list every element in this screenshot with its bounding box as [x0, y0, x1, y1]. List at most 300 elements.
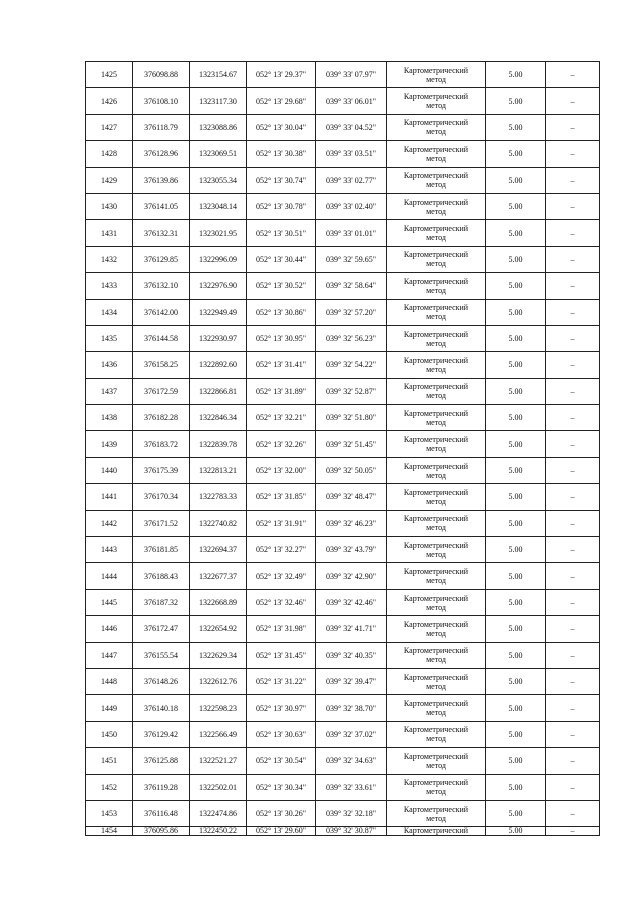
table-row [86, 141, 600, 167]
method-line-2: метод [426, 708, 446, 718]
x-coordinate-cell: 376181.85 [133, 537, 190, 563]
accuracy-cell: 5.00 [486, 378, 546, 404]
method-cell [387, 457, 486, 483]
accuracy-cell: 5.00 [486, 800, 546, 826]
y-coordinate-cell: 1322694.37 [190, 537, 247, 563]
method-cell [387, 721, 486, 747]
note-cell: – [546, 325, 600, 351]
method-line-1: Картометрический [403, 699, 469, 709]
note-cell: – [546, 273, 600, 299]
table-body [86, 62, 600, 836]
method-line-2: метод [426, 655, 446, 665]
x-coordinate-cell: 376148.26 [133, 668, 190, 694]
table-row [86, 510, 600, 536]
method-line-1: Картометрический [403, 118, 469, 128]
accuracy-cell: 5.00 [486, 668, 546, 694]
accuracy-cell: 5.00 [486, 563, 546, 589]
accuracy-cell: 5.00 [486, 510, 546, 536]
accuracy-cell: 5.00 [486, 431, 546, 457]
x-coordinate-cell: 376128.96 [133, 141, 190, 167]
table-row [86, 378, 600, 404]
x-coordinate-cell: 376140.18 [133, 695, 190, 721]
point-number-cell: 1454 [86, 827, 133, 836]
longitude-cell: 039° 32' 58.64" [316, 273, 387, 299]
longitude-cell: 039° 32' 56.23" [316, 325, 387, 351]
method-line-2: метод [426, 470, 446, 480]
point-number-cell: 1445 [86, 589, 133, 615]
table-row [86, 827, 600, 836]
table-row [86, 642, 600, 668]
note-cell: – [546, 167, 600, 193]
point-number-cell: 1452 [86, 774, 133, 800]
x-coordinate-cell: 376108.10 [133, 88, 190, 114]
note-cell: – [546, 484, 600, 510]
note-cell: – [546, 220, 600, 246]
accuracy-cell: 5.00 [486, 589, 546, 615]
point-number-cell: 1427 [86, 114, 133, 140]
method-cell [387, 695, 486, 721]
accuracy-cell: 5.00 [486, 167, 546, 193]
x-coordinate-cell: 376116.48 [133, 800, 190, 826]
note-cell: – [546, 62, 600, 88]
latitude-cell: 052° 13' 31.85" [247, 484, 316, 510]
latitude-cell: 052° 13' 30.78" [247, 193, 316, 219]
latitude-cell: 052° 13' 31.89" [247, 378, 316, 404]
x-coordinate-cell: 376188.43 [133, 563, 190, 589]
method-line-1: Картометрический [403, 461, 469, 471]
longitude-cell: 039° 33' 02.77" [316, 167, 387, 193]
longitude-cell: 039° 33' 07.97" [316, 62, 387, 88]
method-cell [387, 193, 486, 219]
y-coordinate-cell: 1322629.34 [190, 642, 247, 668]
table-row [86, 431, 600, 457]
longitude-cell: 039° 33' 06.01" [316, 88, 387, 114]
longitude-cell: 039° 32' 51.45" [316, 431, 387, 457]
longitude-cell: 039° 32' 32.18" [316, 800, 387, 826]
longitude-cell: 039° 32' 37.02" [316, 721, 387, 747]
method-line-2: метод [426, 602, 446, 612]
y-coordinate-cell: 1322813.21 [190, 457, 247, 483]
latitude-cell: 052° 13' 31.45" [247, 642, 316, 668]
longitude-cell: 039° 33' 03.51" [316, 141, 387, 167]
method-line-1: Картометрический [403, 250, 469, 260]
note-cell: – [546, 246, 600, 272]
method-line-2: метод [426, 760, 446, 770]
table-row [86, 273, 600, 299]
latitude-cell: 052° 13' 29.60" [247, 827, 316, 836]
y-coordinate-cell: 1323117.30 [190, 88, 247, 114]
y-coordinate-cell: 1323069.51 [190, 141, 247, 167]
method-line-2: метод [426, 496, 446, 506]
point-number-cell: 1436 [86, 352, 133, 378]
note-cell: – [546, 668, 600, 694]
point-number-cell: 1426 [86, 88, 133, 114]
note-cell: – [546, 827, 600, 836]
latitude-cell: 052° 13' 30.95" [247, 325, 316, 351]
y-coordinate-cell: 1323055.34 [190, 167, 247, 193]
method-line-2: метод [426, 364, 446, 374]
method-cell [387, 563, 486, 589]
method-cell [387, 616, 486, 642]
method-line-2: метод [426, 576, 446, 586]
method-cell [387, 325, 486, 351]
longitude-cell: 039° 32' 41.71" [316, 616, 387, 642]
note-cell: – [546, 800, 600, 826]
method-line-2: метод [426, 813, 446, 823]
method-cell [387, 62, 486, 88]
x-coordinate-cell: 376172.59 [133, 378, 190, 404]
longitude-cell: 039° 32' 51.80" [316, 405, 387, 431]
point-number-cell: 1431 [86, 220, 133, 246]
table-row [86, 246, 600, 272]
method-line-1: Картометрический [403, 826, 469, 836]
method-cell [387, 114, 486, 140]
method-cell [387, 246, 486, 272]
accuracy-cell: 5.00 [486, 114, 546, 140]
accuracy-cell: 5.00 [486, 193, 546, 219]
y-coordinate-cell: 1322866.81 [190, 378, 247, 404]
y-coordinate-cell: 1323021.95 [190, 220, 247, 246]
method-line-1: Картометрический [403, 751, 469, 761]
longitude-cell: 039° 32' 43.79" [316, 537, 387, 563]
accuracy-cell: 5.00 [486, 246, 546, 272]
accuracy-cell: 5.00 [486, 537, 546, 563]
method-line-2: метод [426, 74, 446, 84]
table-row [86, 537, 600, 563]
y-coordinate-cell: 1323154.67 [190, 62, 247, 88]
point-number-cell: 1447 [86, 642, 133, 668]
note-cell: – [546, 616, 600, 642]
method-cell [387, 668, 486, 694]
method-cell [387, 167, 486, 193]
table-row [86, 114, 600, 140]
latitude-cell: 052° 13' 32.46" [247, 589, 316, 615]
accuracy-cell: 5.00 [486, 273, 546, 299]
x-coordinate-cell: 376155.54 [133, 642, 190, 668]
table-row [86, 668, 600, 694]
latitude-cell: 052° 13' 32.26" [247, 431, 316, 457]
y-coordinate-cell: 1322976.90 [190, 273, 247, 299]
y-coordinate-cell: 1322740.82 [190, 510, 247, 536]
longitude-cell: 039° 32' 48.47" [316, 484, 387, 510]
accuracy-cell: 5.00 [486, 62, 546, 88]
method-line-2: метод [426, 681, 446, 691]
method-cell [387, 352, 486, 378]
point-number-cell: 1433 [86, 273, 133, 299]
table-row [86, 299, 600, 325]
latitude-cell: 052° 13' 30.74" [247, 167, 316, 193]
method-line-2: метод [426, 787, 446, 797]
method-line-2: метод [426, 153, 446, 163]
accuracy-cell: 5.00 [486, 721, 546, 747]
table-row [86, 721, 600, 747]
method-cell [387, 220, 486, 246]
note-cell: – [546, 721, 600, 747]
method-line-1: Картометрический [403, 540, 469, 550]
note-cell: – [546, 405, 600, 431]
method-line-2: метод [426, 523, 446, 533]
method-cell [387, 88, 486, 114]
x-coordinate-cell: 376175.39 [133, 457, 190, 483]
y-coordinate-cell: 1322839.78 [190, 431, 247, 457]
point-number-cell: 1453 [86, 800, 133, 826]
note-cell: – [546, 114, 600, 140]
x-coordinate-cell: 376170.34 [133, 484, 190, 510]
method-line-1: Картометрический [403, 672, 469, 682]
method-cell [387, 299, 486, 325]
latitude-cell: 052° 13' 29.68" [247, 88, 316, 114]
method-line-2: метод [426, 338, 446, 348]
x-coordinate-cell: 376129.85 [133, 246, 190, 272]
method-line-1: Картометрический [403, 382, 469, 392]
y-coordinate-cell: 1322502.01 [190, 774, 247, 800]
method-line-2: метод [426, 127, 446, 137]
note-cell: – [546, 299, 600, 325]
method-line-1: Картометрический [403, 514, 469, 524]
y-coordinate-cell: 1323048.14 [190, 193, 247, 219]
latitude-cell: 052° 13' 32.27" [247, 537, 316, 563]
x-coordinate-cell: 376098.88 [133, 62, 190, 88]
method-cell [387, 141, 486, 167]
method-cell [387, 589, 486, 615]
longitude-cell: 039° 32' 42.46" [316, 589, 387, 615]
point-number-cell: 1440 [86, 457, 133, 483]
accuracy-cell: 5.00 [486, 352, 546, 378]
accuracy-cell: 5.00 [486, 405, 546, 431]
longitude-cell: 039° 32' 33.61" [316, 774, 387, 800]
table-row [86, 352, 600, 378]
x-coordinate-cell: 376171.52 [133, 510, 190, 536]
y-coordinate-cell: 1322566.49 [190, 721, 247, 747]
method-line-1: Картометрический [403, 65, 469, 75]
note-cell: – [546, 695, 600, 721]
method-line-1: Картометрический [403, 355, 469, 365]
x-coordinate-cell: 376144.58 [133, 325, 190, 351]
latitude-cell: 052° 13' 31.91" [247, 510, 316, 536]
point-number-cell: 1441 [86, 484, 133, 510]
y-coordinate-cell: 1322996.09 [190, 246, 247, 272]
method-line-1: Картометрический [403, 303, 469, 313]
accuracy-cell: 5.00 [486, 220, 546, 246]
method-line-1: Картометрический [403, 593, 469, 603]
method-line-1: Картометрический [403, 646, 469, 656]
table-row [86, 484, 600, 510]
y-coordinate-cell: 1322612.76 [190, 668, 247, 694]
longitude-cell: 039° 32' 30.87" [316, 827, 387, 836]
method-line-1: Картометрический [403, 329, 469, 339]
note-cell: – [546, 88, 600, 114]
y-coordinate-cell: 1322892.60 [190, 352, 247, 378]
y-coordinate-cell: 1322474.86 [190, 800, 247, 826]
method-cell [387, 273, 486, 299]
method-cell [387, 431, 486, 457]
method-line-1: Картометрический [403, 435, 469, 445]
latitude-cell: 052° 13' 31.41" [247, 352, 316, 378]
point-number-cell: 1432 [86, 246, 133, 272]
point-number-cell: 1446 [86, 616, 133, 642]
method-line-1: Картометрический [403, 144, 469, 154]
latitude-cell: 052° 13' 30.51" [247, 220, 316, 246]
latitude-cell: 052° 13' 32.21" [247, 405, 316, 431]
accuracy-cell: 5.00 [486, 325, 546, 351]
table-row [86, 88, 600, 114]
note-cell: – [546, 537, 600, 563]
table-row [86, 325, 600, 351]
table-row [86, 457, 600, 483]
method-line-1: Картометрический [403, 487, 469, 497]
method-line-2: метод [426, 180, 446, 190]
note-cell: – [546, 141, 600, 167]
accuracy-cell: 5.00 [486, 299, 546, 325]
accuracy-cell: 5.00 [486, 616, 546, 642]
longitude-cell: 039° 32' 59.65" [316, 246, 387, 272]
table-row [86, 800, 600, 826]
note-cell: – [546, 748, 600, 774]
x-coordinate-cell: 376142.00 [133, 299, 190, 325]
longitude-cell: 039° 32' 52.87" [316, 378, 387, 404]
point-number-cell: 1444 [86, 563, 133, 589]
x-coordinate-cell: 376132.10 [133, 273, 190, 299]
y-coordinate-cell: 1322930.97 [190, 325, 247, 351]
longitude-cell: 039° 33' 04.52" [316, 114, 387, 140]
method-cell [387, 800, 486, 826]
point-number-cell: 1450 [86, 721, 133, 747]
method-line-1: Картометрический [403, 725, 469, 735]
note-cell: – [546, 378, 600, 404]
x-coordinate-cell: 376095.86 [133, 827, 190, 836]
longitude-cell: 039° 32' 54.22" [316, 352, 387, 378]
x-coordinate-cell: 376129.42 [133, 721, 190, 747]
longitude-cell: 039° 33' 02.40" [316, 193, 387, 219]
note-cell: – [546, 563, 600, 589]
note-cell: – [546, 457, 600, 483]
point-number-cell: 1448 [86, 668, 133, 694]
method-line-2: метод [426, 206, 446, 216]
x-coordinate-cell: 376172.47 [133, 616, 190, 642]
y-coordinate-cell: 1322949.49 [190, 299, 247, 325]
method-line-1: Картометрический [403, 276, 469, 286]
method-line-1: Картометрический [403, 778, 469, 788]
note-cell: – [546, 193, 600, 219]
method-cell [387, 642, 486, 668]
table-row [86, 589, 600, 615]
y-coordinate-cell: 1322846.34 [190, 405, 247, 431]
method-line-2: метод [426, 101, 446, 111]
table-row [86, 748, 600, 774]
longitude-cell: 039° 32' 42.90" [316, 563, 387, 589]
note-cell: – [546, 352, 600, 378]
latitude-cell: 052° 13' 31.22" [247, 668, 316, 694]
longitude-cell: 039° 32' 57.20" [316, 299, 387, 325]
point-number-cell: 1451 [86, 748, 133, 774]
table-row [86, 405, 600, 431]
point-number-cell: 1438 [86, 405, 133, 431]
y-coordinate-cell: 1322654.92 [190, 616, 247, 642]
method-line-1: Картометрический [403, 92, 469, 102]
x-coordinate-cell: 376119.28 [133, 774, 190, 800]
accuracy-cell: 5.00 [486, 774, 546, 800]
method-line-1: Картометрический [403, 619, 469, 629]
point-number-cell: 1434 [86, 299, 133, 325]
table-row [86, 616, 600, 642]
latitude-cell: 052° 13' 30.63" [247, 721, 316, 747]
note-cell: – [546, 589, 600, 615]
latitude-cell: 052° 13' 32.00" [247, 457, 316, 483]
point-number-cell: 1443 [86, 537, 133, 563]
method-cell [387, 510, 486, 536]
point-number-cell: 1429 [86, 167, 133, 193]
x-coordinate-cell: 376158.25 [133, 352, 190, 378]
latitude-cell: 052° 13' 30.26" [247, 800, 316, 826]
y-coordinate-cell: 1323088.86 [190, 114, 247, 140]
latitude-cell: 052° 13' 30.54" [247, 748, 316, 774]
y-coordinate-cell: 1322668.89 [190, 589, 247, 615]
x-coordinate-cell: 376141.05 [133, 193, 190, 219]
note-cell: – [546, 642, 600, 668]
latitude-cell: 052° 13' 31.98" [247, 616, 316, 642]
x-coordinate-cell: 376187.32 [133, 589, 190, 615]
method-line-2: метод [426, 312, 446, 322]
method-line-1: Картометрический [403, 197, 469, 207]
y-coordinate-cell: 1322450.22 [190, 827, 247, 836]
latitude-cell: 052° 13' 30.38" [247, 141, 316, 167]
point-number-cell: 1430 [86, 193, 133, 219]
point-number-cell: 1442 [86, 510, 133, 536]
table-row [86, 774, 600, 800]
latitude-cell: 052° 13' 30.86" [247, 299, 316, 325]
table-row [86, 220, 600, 246]
table-row [86, 695, 600, 721]
latitude-cell: 052° 13' 30.44" [247, 246, 316, 272]
x-coordinate-cell: 376118.79 [133, 114, 190, 140]
accuracy-cell: 5.00 [486, 88, 546, 114]
latitude-cell: 052° 13' 29.37" [247, 62, 316, 88]
method-line-2: метод [426, 391, 446, 401]
method-cell [387, 378, 486, 404]
longitude-cell: 039° 32' 50.05" [316, 457, 387, 483]
table-row [86, 167, 600, 193]
table-row [86, 62, 600, 88]
method-line-2: метод [426, 285, 446, 295]
accuracy-cell: 5.00 [486, 748, 546, 774]
method-line-2: метод [426, 628, 446, 638]
table-row [86, 193, 600, 219]
longitude-cell: 039° 32' 46.23" [316, 510, 387, 536]
method-line-1: Картометрический [403, 171, 469, 181]
point-number-cell: 1428 [86, 141, 133, 167]
longitude-cell: 039° 32' 38.70" [316, 695, 387, 721]
accuracy-cell: 5.00 [486, 141, 546, 167]
accuracy-cell: 5.00 [486, 642, 546, 668]
accuracy-cell: 5.00 [486, 827, 546, 836]
method-line-2: метод [426, 444, 446, 454]
method-line-2: метод [426, 259, 446, 269]
method-cell [387, 484, 486, 510]
point-number-cell: 1437 [86, 378, 133, 404]
x-coordinate-cell: 376183.72 [133, 431, 190, 457]
method-line-2: метод [426, 233, 446, 243]
latitude-cell: 052° 13' 30.04" [247, 114, 316, 140]
longitude-cell: 039° 33' 01.01" [316, 220, 387, 246]
method-cell [387, 827, 486, 836]
x-coordinate-cell: 376125.88 [133, 748, 190, 774]
method-cell [387, 537, 486, 563]
method-cell [387, 774, 486, 800]
method-line-2: метод [426, 417, 446, 427]
method-line-1: Картометрический [403, 224, 469, 234]
note-cell: – [546, 774, 600, 800]
accuracy-cell: 5.00 [486, 695, 546, 721]
